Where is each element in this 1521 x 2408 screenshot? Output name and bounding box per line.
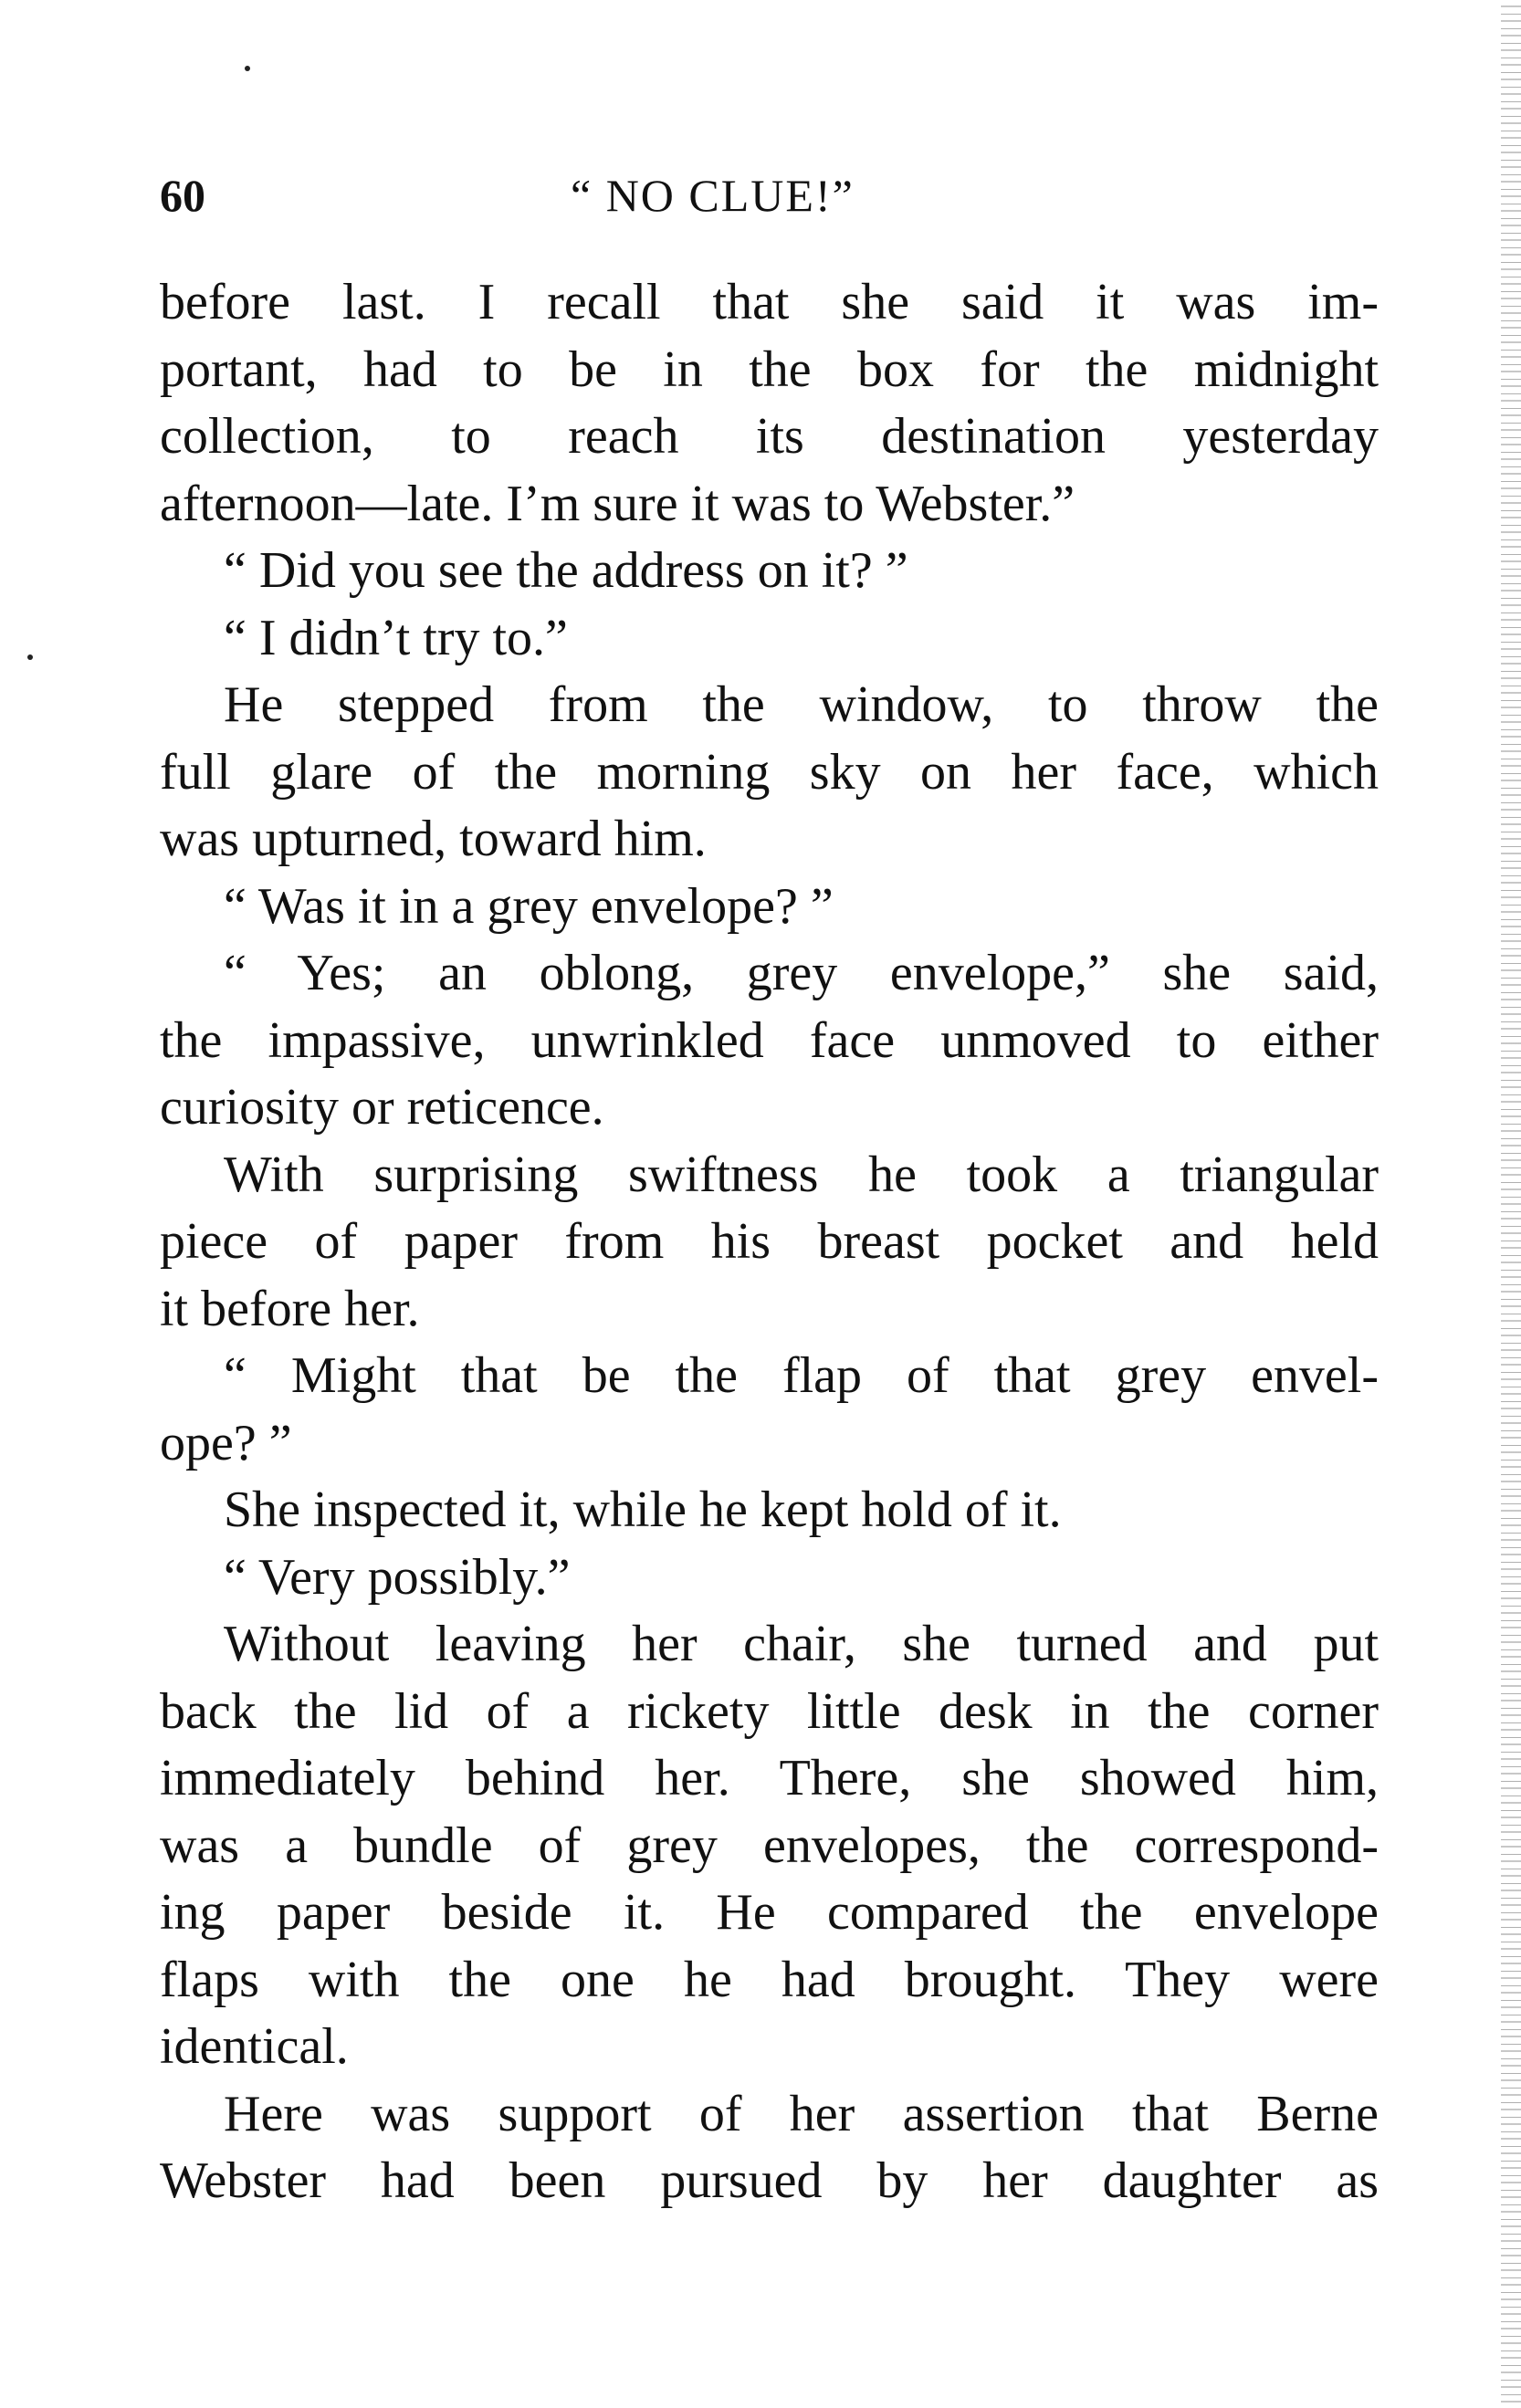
text-line: was a bundle of grey envelopes, the correspond- [160,1816,1379,1874]
scan-speck [27,654,33,660]
text-line: collection, to reach its destination yesterday [160,408,1379,465]
text-line: Here was support of her assertion that Berne [224,2085,1379,2142]
text-line: curiosity or reticence. [160,1079,604,1136]
page-number: 60 [160,170,205,221]
text-line: ing paper beside it. He compared the envelope [160,1884,1379,1941]
body-text [160,269,1379,2215]
text-line: Webster had been pursued by her daughter as [160,2152,1379,2209]
text-line: afternoon—late. I’m sure it was to Webster.” [160,475,1075,532]
text-line: “ I didn’t try to.” [224,609,568,666]
text-line: With surprising swiftness he took a triangular [224,1146,1379,1203]
text-line: “ Might that be the flap of that grey envel- [224,1347,1379,1404]
scanned-page-edge [1501,0,1521,2408]
text-line: was upturned, toward him. [160,811,707,867]
text-line: piece of paper from his breast pocket and held [160,1213,1379,1270]
text-line: back the lid of a rickety little desk in the corner [160,1682,1379,1740]
text-line: He stepped from the window, to throw the [224,676,1379,733]
text-line: full glare of the morning sky on her face, which [160,743,1379,801]
text-line: the impassive, unwrinkled face unmoved to either [160,1011,1379,1069]
text-line: “ Was it in a grey envelope? ” [224,877,834,935]
text-line: flaps with the one he had brought. They were [160,1951,1379,2008]
running-title: “ NO CLUE!” [571,170,855,221]
text-line: identical. [160,2018,349,2075]
text-line: “ Very possibly.” [224,1548,571,1606]
text-line: “ Yes; an oblong, grey envelope,” she said, [224,945,1379,1001]
text-line: immediately behind her. There, she showed him, [160,1750,1379,1806]
page-header [160,169,1383,242]
text-line: before last. I recall that she said it was im- [160,274,1379,330]
scan-speck [245,66,250,71]
text-line: Without leaving her chair, she turned and put [224,1616,1379,1672]
text-line: ope? ” [160,1414,292,1471]
text-line: She inspected it, while he kept hold of it. [224,1481,1062,1538]
text-line: it before her. [160,1280,420,1337]
text-line: portant, had to be in the box for the midnight [160,340,1379,398]
text-line: “ Did you see the address on it? ” [224,542,908,599]
